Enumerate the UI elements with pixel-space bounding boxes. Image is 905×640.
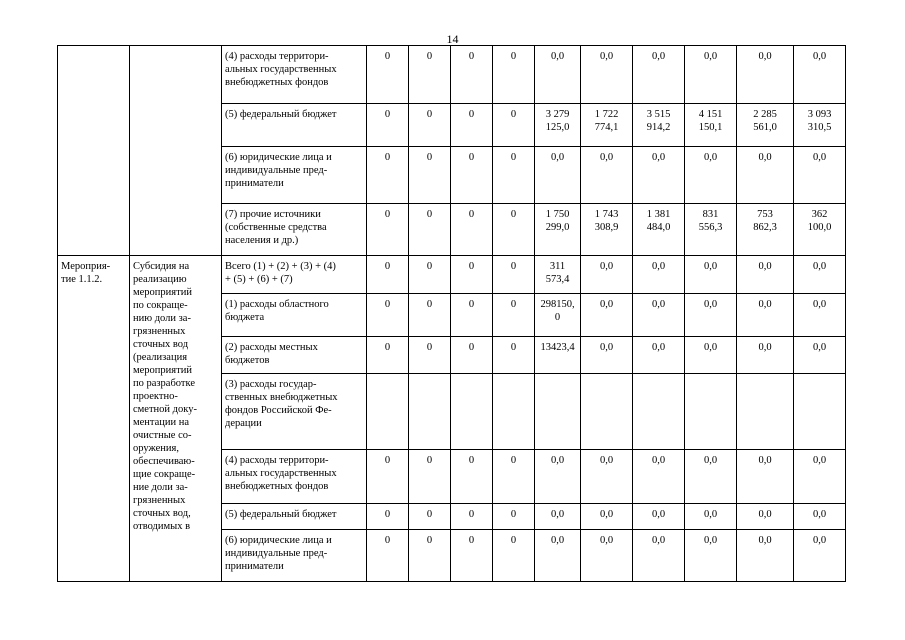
amount-cell: 0,0 (535, 504, 581, 530)
count-cell: 0 (451, 204, 493, 256)
count-cell: 0 (409, 450, 451, 504)
amount-cell: 1 743 308,9 (581, 204, 633, 256)
amount-cell: 0,0 (633, 46, 685, 104)
budget-table (57, 45, 846, 582)
funding-source-cell: (1) расходы областного бюджета (222, 294, 367, 337)
funding-source-cell: (2) расходы местных бюджетов (222, 337, 367, 374)
count-cell: 0 (451, 46, 493, 104)
amount-cell: 1 381 484,0 (633, 204, 685, 256)
amount-cell: 0,0 (633, 256, 685, 294)
amount-cell: 0,0 (581, 147, 633, 204)
amount-cell: 2 285 561,0 (737, 104, 794, 147)
amount-cell: 0,0 (794, 294, 846, 337)
amount-cell: 0,0 (633, 450, 685, 504)
count-cell (409, 374, 451, 450)
amount-cell: 0,0 (633, 504, 685, 530)
funding-source-cell: Всего (1) + (2) + (3) + (4) + (5) + (6) + (7) (222, 256, 367, 294)
amount-cell: 0,0 (633, 147, 685, 204)
count-cell: 0 (409, 504, 451, 530)
measure-code-cell: Мероприя- тие 1.1.2. (58, 256, 130, 582)
amount-cell: 0,0 (685, 294, 737, 337)
measure-description-cell (130, 46, 222, 256)
amount-cell: 0,0 (633, 530, 685, 582)
count-cell: 0 (451, 294, 493, 337)
count-cell: 0 (367, 504, 409, 530)
amount-cell: 0,0 (633, 337, 685, 374)
amount-cell: 831 556,3 (685, 204, 737, 256)
funding-source-cell: (7) прочие источники (собственные средства населения и др.) (222, 204, 367, 256)
amount-cell: 0,0 (685, 504, 737, 530)
count-cell: 0 (367, 104, 409, 147)
count-cell: 0 (367, 450, 409, 504)
amount-cell: 0,0 (685, 337, 737, 374)
amount-cell: 311 573,4 (535, 256, 581, 294)
amount-cell: 0,0 (737, 530, 794, 582)
count-cell: 0 (409, 204, 451, 256)
amount-cell: 3 279 125,0 (535, 104, 581, 147)
count-cell: 0 (367, 204, 409, 256)
amount-cell: 362 100,0 (794, 204, 846, 256)
count-cell: 0 (367, 294, 409, 337)
amount-cell: 0,0 (685, 46, 737, 104)
count-cell: 0 (409, 530, 451, 582)
amount-cell: 0,0 (633, 294, 685, 337)
amount-cell: 3 515 914,2 (633, 104, 685, 147)
count-cell: 0 (367, 46, 409, 104)
amount-cell: 0,0 (581, 46, 633, 104)
amount-cell: 0,0 (581, 530, 633, 582)
amount-cell: 0,0 (737, 256, 794, 294)
count-cell: 0 (367, 147, 409, 204)
amount-cell: 0,0 (794, 450, 846, 504)
amount-cell: 13423,4 (535, 337, 581, 374)
amount-cell: 0,0 (737, 294, 794, 337)
page-number: 14 (446, 32, 459, 46)
amount-cell: 0,0 (737, 46, 794, 104)
funding-source-cell: (6) юридические лица и индивидуальные пред- приниматели (222, 530, 367, 582)
count-cell: 0 (367, 256, 409, 294)
funding-source-cell: (5) федеральный бюджет (222, 104, 367, 147)
amount-cell (685, 374, 737, 450)
count-cell: 0 (451, 450, 493, 504)
amount-cell: 0,0 (794, 256, 846, 294)
count-cell: 0 (493, 530, 535, 582)
amount-cell: 0,0 (685, 530, 737, 582)
amount-cell: 0,0 (794, 530, 846, 582)
amount-cell: 0,0 (737, 337, 794, 374)
count-cell: 0 (409, 104, 451, 147)
amount-cell (794, 374, 846, 450)
funding-source-cell: (5) федеральный бюджет (222, 504, 367, 530)
count-cell: 0 (493, 337, 535, 374)
count-cell: 0 (493, 256, 535, 294)
funding-source-cell: (4) расходы территори- альных государственных внебюджетных фондов (222, 450, 367, 504)
amount-cell (581, 374, 633, 450)
amount-cell: 3 093 310,5 (794, 104, 846, 147)
measure-description-cell: Субсидия на реализацию мероприятий по сокраще- нию доли за- грязненных сточных вод (реализация мероприятий по разработке проектно- сметной доку- ментации на очистные со- оружения, обеспечиваю- щие сокраще- ние доли за- грязненных сточных вод, отводимых в (130, 256, 222, 582)
count-cell: 0 (409, 256, 451, 294)
count-cell (367, 374, 409, 450)
amount-cell: 0,0 (535, 530, 581, 582)
count-cell: 0 (367, 530, 409, 582)
amount-cell: 0,0 (581, 294, 633, 337)
amount-cell (633, 374, 685, 450)
amount-cell: 0,0 (794, 337, 846, 374)
amount-cell: 0,0 (581, 450, 633, 504)
count-cell (493, 374, 535, 450)
count-cell: 0 (409, 46, 451, 104)
amount-cell: 0,0 (737, 450, 794, 504)
table-row (58, 46, 846, 104)
count-cell: 0 (409, 337, 451, 374)
amount-cell: 0,0 (794, 46, 846, 104)
funding-source-cell: (6) юридические лица и индивидуальные пред- приниматели (222, 147, 367, 204)
amount-cell: 0,0 (794, 147, 846, 204)
count-cell: 0 (451, 147, 493, 204)
amount-cell: 1 722 774,1 (581, 104, 633, 147)
amount-cell: 1 750 299,0 (535, 204, 581, 256)
amount-cell: 0,0 (685, 450, 737, 504)
funding-source-cell: (3) расходы государ- ственных внебюджетных фондов Российской Фе- дерации (222, 374, 367, 450)
count-cell: 0 (493, 504, 535, 530)
amount-cell: 298150, 0 (535, 294, 581, 337)
amount-cell: 0,0 (794, 504, 846, 530)
amount-cell: 0,0 (581, 337, 633, 374)
amount-cell (535, 374, 581, 450)
count-cell: 0 (451, 104, 493, 147)
count-cell: 0 (409, 147, 451, 204)
count-cell: 0 (451, 337, 493, 374)
amount-cell: 0,0 (737, 147, 794, 204)
funding-source-cell: (4) расходы территори- альных государственных внебюджетных фондов (222, 46, 367, 104)
count-cell: 0 (493, 450, 535, 504)
amount-cell: 0,0 (737, 504, 794, 530)
amount-cell: 0,0 (581, 504, 633, 530)
count-cell (451, 374, 493, 450)
count-cell: 0 (493, 204, 535, 256)
amount-cell: 0,0 (685, 147, 737, 204)
count-cell: 0 (409, 294, 451, 337)
count-cell: 0 (367, 337, 409, 374)
amount-cell: 0,0 (581, 256, 633, 294)
amount-cell: 0,0 (535, 147, 581, 204)
count-cell: 0 (493, 46, 535, 104)
count-cell: 0 (451, 256, 493, 294)
table-row (58, 256, 846, 294)
amount-cell: 4 151 150,1 (685, 104, 737, 147)
count-cell: 0 (493, 104, 535, 147)
amount-cell: 753 862,3 (737, 204, 794, 256)
measure-code-cell (58, 46, 130, 256)
amount-cell: 0,0 (685, 256, 737, 294)
amount-cell (737, 374, 794, 450)
amount-cell: 0,0 (535, 46, 581, 104)
count-cell: 0 (451, 530, 493, 582)
amount-cell: 0,0 (535, 450, 581, 504)
count-cell: 0 (493, 147, 535, 204)
count-cell: 0 (451, 504, 493, 530)
count-cell: 0 (493, 294, 535, 337)
